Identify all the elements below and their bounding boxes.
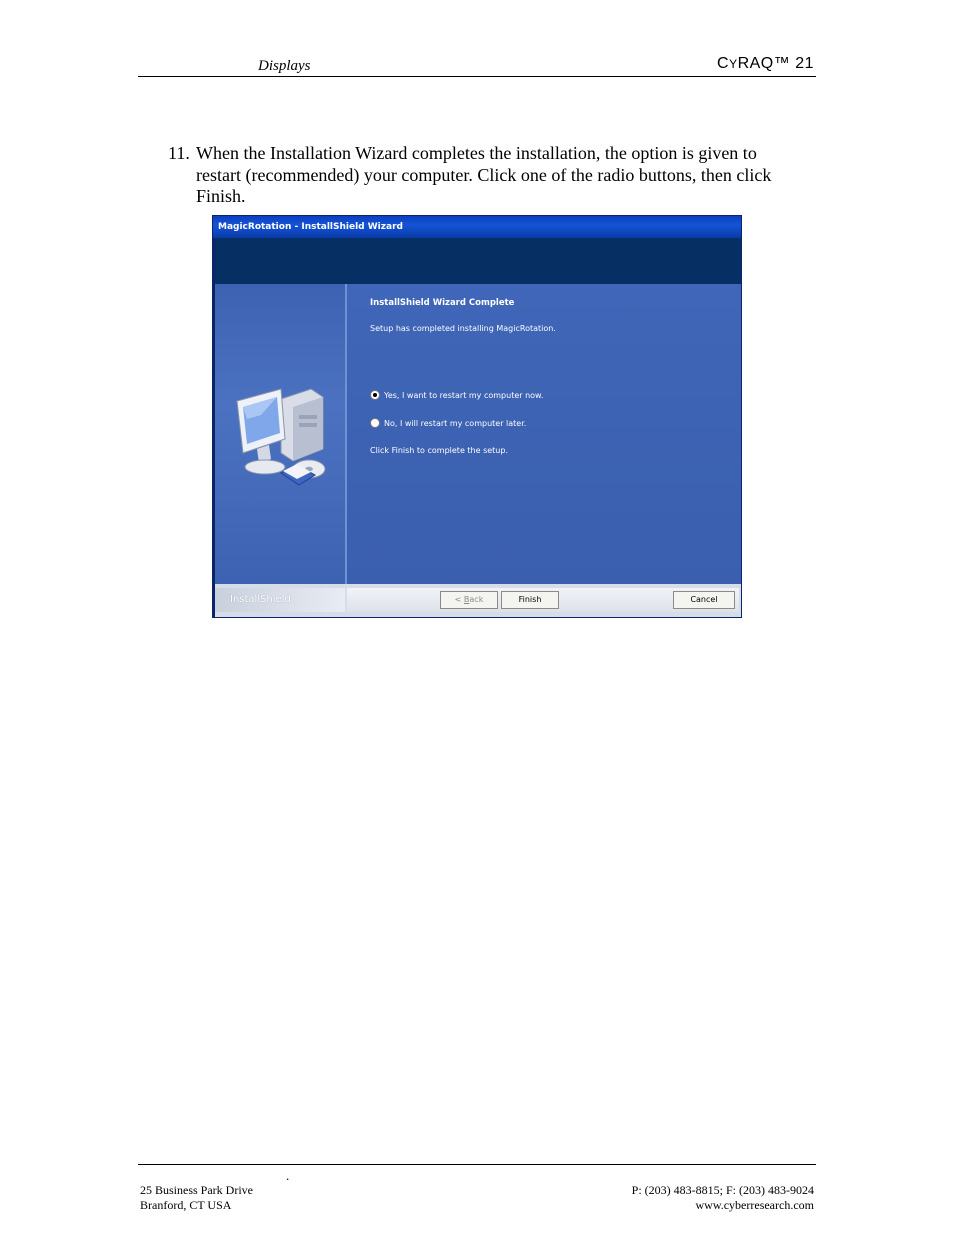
finish-hint: Click Finish to complete the setup.: [370, 446, 508, 455]
footer-phone: P: (203) 483-8815; F: (203) 483-9024: [631, 1183, 814, 1197]
header-product: [717, 55, 814, 73]
cancel-button[interactable]: Cancel: [673, 591, 735, 609]
dialog-side-panel: [215, 284, 347, 584]
step-number: 11.: [168, 143, 190, 163]
footer-website[interactable]: www.cyberresearch.com: [695, 1198, 814, 1212]
product-rest: RAQ™ 21: [737, 55, 814, 72]
dialog-content: [215, 284, 741, 584]
product-prefix: C: [717, 55, 730, 72]
installshield-dialog: [212, 215, 742, 618]
address-line-2: Branford, CT USA: [140, 1198, 232, 1212]
wizard-heading: InstallShield Wizard Complete: [370, 298, 515, 308]
footer-address: [140, 1183, 253, 1213]
header-section: Displays: [258, 58, 311, 74]
radio-restart-now-label: Yes, I want to restart my computer now.: [384, 390, 544, 400]
step-text: When the Installation Wizard completes the installation, the option is given to restart (recommended) your computer. Click one of the radio buttons, then click Finish.: [196, 143, 772, 206]
product-small: Y: [729, 57, 738, 71]
dialog-footer: [215, 584, 741, 617]
radio-selected-icon[interactable]: [370, 390, 380, 400]
back-button[interactable]: [440, 591, 498, 609]
button-bar: [347, 588, 739, 612]
wizard-status: Setup has completed installing MagicRotation.: [370, 324, 556, 333]
address-line-1: 25 Business Park Drive: [140, 1183, 253, 1197]
finish-button[interactable]: Finish: [501, 591, 559, 609]
footer-contact: [632, 1183, 814, 1213]
footer-dot: .: [286, 1168, 290, 1183]
radio-restart-now[interactable]: [370, 390, 543, 400]
back-accel: B: [463, 595, 470, 604]
radio-unselected-icon[interactable]: [370, 418, 380, 428]
dialog-banner: [215, 238, 741, 284]
computer-icon: [231, 379, 331, 489]
radio-restart-later[interactable]: [370, 418, 526, 428]
dialog-title-bar[interactable]: MagicRotation - InstallShield Wizard: [213, 216, 741, 238]
radio-restart-later-label: No, I will restart my computer later.: [384, 418, 527, 428]
installshield-brand: InstallShield: [215, 588, 345, 612]
header-rule: [138, 76, 816, 77]
footer-rule: [138, 1164, 816, 1165]
back-prefix: <: [454, 595, 464, 604]
back-rest: ack: [469, 595, 484, 604]
